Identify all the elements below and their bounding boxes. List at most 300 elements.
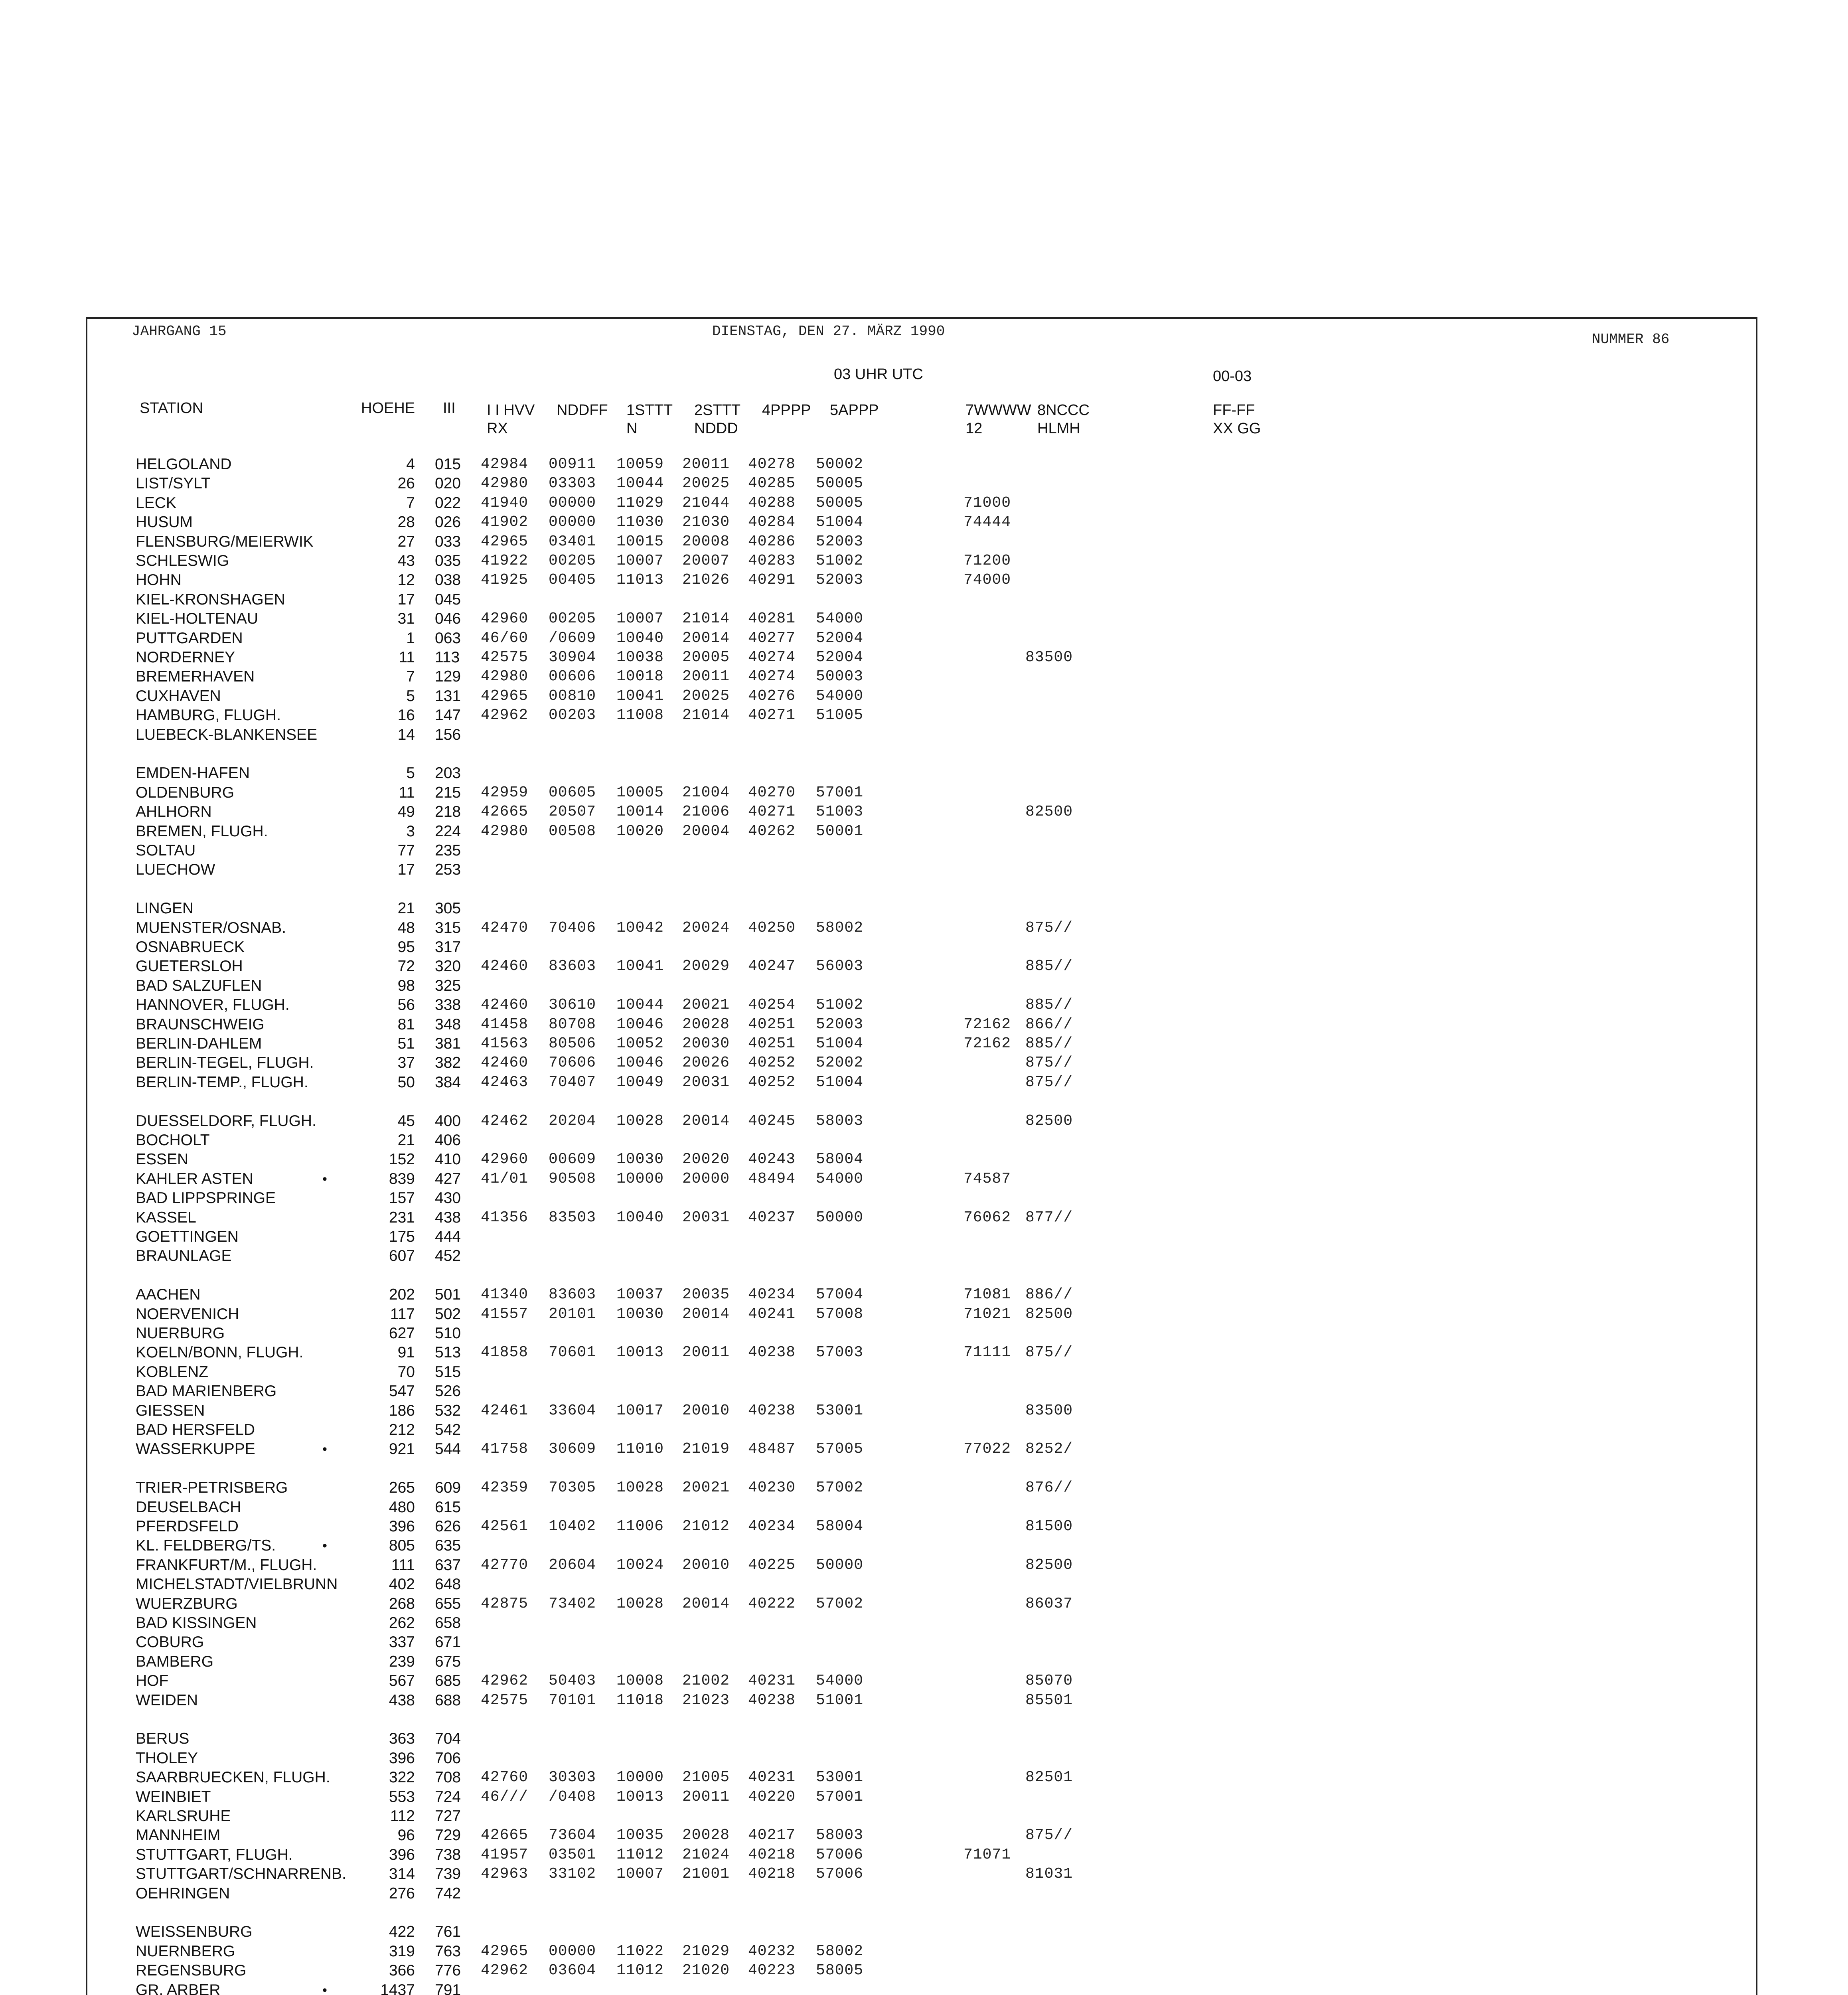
station-number: 156 — [435, 726, 461, 743]
obs-group: 10014 — [616, 803, 664, 820]
station-number: 513 — [435, 1344, 461, 1361]
obs-group: 33102 — [549, 1865, 596, 1882]
obs-group: 58002 — [816, 1943, 864, 1960]
station-height: 3 — [406, 823, 415, 840]
obs-group: 40281 — [748, 610, 796, 627]
obs-group: 10044 — [616, 475, 664, 492]
station-number: 615 — [435, 1499, 461, 1516]
station-height: 72 — [397, 958, 415, 975]
station-name: NUERBURG — [136, 1325, 225, 1342]
obs-group: 51004 — [816, 1035, 864, 1052]
station-height: 239 — [389, 1653, 415, 1670]
obs-group: 10041 — [616, 958, 664, 975]
station-height: 27 — [397, 533, 415, 550]
obs-group: 42760 — [481, 1769, 529, 1786]
obs-group: 10040 — [616, 1209, 664, 1226]
station-number: 430 — [435, 1189, 461, 1207]
station-number: 635 — [435, 1537, 461, 1554]
obs-group: 42984 — [481, 456, 529, 473]
obs-group: 20014 — [682, 630, 730, 647]
obs-group: 40231 — [748, 1769, 796, 1786]
obs-group: 20011 — [682, 1788, 730, 1805]
station-number: 035 — [435, 552, 461, 569]
obs-group: 82500 — [1025, 803, 1073, 820]
obs-group: 10007 — [616, 1865, 664, 1882]
station-number: 315 — [435, 919, 461, 936]
obs-group: 40243 — [748, 1151, 796, 1168]
obs-group: 885// — [1025, 996, 1073, 1013]
station-height: 314 — [389, 1865, 415, 1882]
obs-group: 40234 — [748, 1518, 796, 1535]
obs-group: 57001 — [816, 1788, 864, 1805]
obs-group: 40218 — [748, 1846, 796, 1863]
station-name: BAMBERG — [136, 1653, 214, 1670]
station-number: 015 — [435, 456, 461, 473]
obs-group: 886// — [1025, 1286, 1073, 1303]
station-number: 129 — [435, 668, 461, 685]
station-name: WEISSENBURG — [136, 1923, 253, 1940]
obs-group: 82500 — [1025, 1112, 1073, 1130]
obs-group: 20014 — [682, 1595, 730, 1612]
station-number: 761 — [435, 1923, 461, 1940]
obs-group: 40283 — [748, 552, 796, 569]
obs-group: 20007 — [682, 552, 730, 569]
station-name: EMDEN-HAFEN — [136, 764, 250, 782]
obs-group: 10046 — [616, 1016, 664, 1033]
station-height: 268 — [389, 1595, 415, 1612]
col-header-4pppp: 4PPPP — [762, 402, 811, 419]
obs-group: 20020 — [682, 1151, 730, 1168]
mountain-station-marker: • — [322, 1538, 327, 1553]
obs-group: 82500 — [1025, 1306, 1073, 1323]
station-number: 515 — [435, 1363, 461, 1381]
station-number: 742 — [435, 1885, 461, 1902]
col-header-ffff: FF-FF XX GG — [1213, 402, 1261, 437]
station-number: 544 — [435, 1440, 461, 1458]
obs-group: 00205 — [549, 610, 596, 627]
obs-group: 10049 — [616, 1074, 664, 1091]
station-height: 48 — [397, 919, 415, 936]
station-height: 91 — [397, 1344, 415, 1361]
obs-group: 70406 — [549, 919, 596, 936]
station-name: THOLEY — [136, 1750, 198, 1767]
obs-group: 57002 — [816, 1479, 864, 1496]
station-number: 675 — [435, 1653, 461, 1670]
obs-group: 51002 — [816, 996, 864, 1013]
obs-group: 42960 — [481, 1151, 529, 1168]
station-name: DEUSELBACH — [136, 1499, 241, 1516]
obs-group: 10000 — [616, 1170, 664, 1187]
obs-group: 74587 — [963, 1170, 1011, 1187]
col-header-hoehe: HOEHE — [361, 400, 415, 417]
obs-group: 00000 — [549, 1943, 596, 1960]
obs-group: 40252 — [748, 1054, 796, 1071]
obs-group: 10024 — [616, 1556, 664, 1574]
station-number: 348 — [435, 1016, 461, 1033]
station-number: 542 — [435, 1421, 461, 1438]
obs-group: 70101 — [549, 1692, 596, 1709]
obs-group: 40286 — [748, 533, 796, 550]
obs-group: 10007 — [616, 552, 664, 569]
obs-group: /0609 — [549, 630, 596, 647]
obs-group: 40238 — [748, 1402, 796, 1419]
station-height: 231 — [389, 1209, 415, 1226]
obs-group: 21026 — [682, 571, 730, 589]
obs-group: 00609 — [549, 1151, 596, 1168]
obs-group: 52003 — [816, 1016, 864, 1033]
obs-group: 51003 — [816, 803, 864, 820]
obs-group: 10017 — [616, 1402, 664, 1419]
station-height: 422 — [389, 1923, 415, 1940]
obs-group: 70305 — [549, 1479, 596, 1496]
station-height: 70 — [397, 1363, 415, 1381]
obs-group: 10013 — [616, 1788, 664, 1805]
station-height: 17 — [397, 591, 415, 608]
obs-group: 83503 — [549, 1209, 596, 1226]
station-height: 921 — [389, 1440, 415, 1458]
obs-group: 00810 — [549, 687, 596, 705]
obs-group: 42980 — [481, 475, 529, 492]
obs-group: 57005 — [816, 1440, 864, 1458]
station-name: STUTTGART/SCHNARRENB. — [136, 1865, 346, 1882]
station-number: 655 — [435, 1595, 461, 1612]
station-name: BAD KISSINGEN — [136, 1614, 257, 1632]
obs-group: 42962 — [481, 1962, 529, 1979]
station-height: 212 — [389, 1421, 415, 1438]
station-number: 131 — [435, 687, 461, 705]
station-name: DUESSELDORF, FLUGH. — [136, 1112, 316, 1130]
station-height: 627 — [389, 1325, 415, 1342]
station-name: WUERZBURG — [136, 1595, 238, 1612]
station-height: 12 — [397, 571, 415, 589]
obs-group: 40231 — [748, 1672, 796, 1689]
obs-group: 40274 — [748, 649, 796, 666]
obs-group: 20005 — [682, 649, 730, 666]
obs-group: 20000 — [682, 1170, 730, 1187]
obs-group: 42460 — [481, 996, 529, 1013]
obs-group: 21006 — [682, 803, 730, 820]
obs-group: 41340 — [481, 1286, 529, 1303]
obs-group: 20030 — [682, 1035, 730, 1052]
station-name: GOETTINGEN — [136, 1228, 239, 1245]
station-number: 637 — [435, 1556, 461, 1574]
station-number: 235 — [435, 842, 461, 859]
station-name: KOELN/BONN, FLUGH. — [136, 1344, 304, 1361]
station-name: COBURG — [136, 1634, 204, 1651]
date-label: DIENSTAG, DEN 27. MÄRZ 1990 — [712, 323, 945, 340]
station-name: HANNOVER, FLUGH. — [136, 996, 290, 1013]
obs-group: 20010 — [682, 1402, 730, 1419]
station-number: 510 — [435, 1325, 461, 1342]
obs-group: 20029 — [682, 958, 730, 975]
station-name: FLENSBURG/MEIERWIK — [136, 533, 314, 550]
station-number: 045 — [435, 591, 461, 608]
station-height: 186 — [389, 1402, 415, 1419]
obs-group: 20010 — [682, 1556, 730, 1574]
station-number: 253 — [435, 861, 461, 878]
obs-group: 53001 — [816, 1769, 864, 1786]
station-number: 317 — [435, 938, 461, 956]
station-height: 77 — [397, 842, 415, 859]
obs-group: 74000 — [963, 571, 1011, 589]
obs-group: 56003 — [816, 958, 864, 975]
obs-group: 71000 — [963, 494, 1011, 512]
station-number: 427 — [435, 1170, 461, 1187]
obs-group: 41458 — [481, 1016, 529, 1033]
col-header-5appp: 5APPP — [830, 402, 879, 419]
obs-group: 10018 — [616, 668, 664, 685]
obs-group: 40278 — [748, 456, 796, 473]
obs-group: 11029 — [616, 494, 664, 512]
station-height: 16 — [397, 707, 415, 724]
station-number: 626 — [435, 1518, 461, 1535]
station-height: 157 — [389, 1189, 415, 1207]
obs-group: 21044 — [682, 494, 730, 512]
obs-group: 20031 — [682, 1074, 730, 1091]
report-frame — [86, 317, 1757, 1995]
obs-group: 40288 — [748, 494, 796, 512]
station-height: 50 — [397, 1074, 415, 1091]
station-name: WEIDEN — [136, 1692, 198, 1709]
obs-group: 42561 — [481, 1518, 529, 1535]
obs-group: 52004 — [816, 649, 864, 666]
station-number: 020 — [435, 475, 461, 492]
obs-group: 11022 — [616, 1943, 664, 1960]
obs-group: 83500 — [1025, 1402, 1073, 1419]
station-number: 382 — [435, 1054, 461, 1071]
obs-group: 42875 — [481, 1595, 529, 1612]
station-number: 729 — [435, 1827, 461, 1844]
station-name: WEINBIET — [136, 1788, 211, 1805]
station-height: 11 — [399, 784, 415, 801]
obs-group: 48494 — [748, 1170, 796, 1187]
obs-group: 82500 — [1025, 1556, 1073, 1574]
obs-group: 33604 — [549, 1402, 596, 1419]
obs-group: 10008 — [616, 1672, 664, 1689]
station-number: 218 — [435, 803, 461, 820]
obs-group: 20604 — [549, 1556, 596, 1574]
obs-group: 71071 — [963, 1846, 1011, 1863]
station-height: 5 — [406, 687, 415, 705]
obs-group: 51004 — [816, 1074, 864, 1091]
station-number: 704 — [435, 1730, 461, 1747]
obs-group: 42462 — [481, 1112, 529, 1130]
station-name: LUECHOW — [136, 861, 215, 878]
obs-group: 48487 — [748, 1440, 796, 1458]
obs-group: 10028 — [616, 1479, 664, 1496]
station-number: 400 — [435, 1112, 461, 1130]
station-number: 338 — [435, 996, 461, 1013]
station-height: 98 — [397, 977, 415, 994]
obs-group: 10030 — [616, 1151, 664, 1168]
station-name: BRAUNLAGE — [136, 1247, 232, 1264]
obs-group: 885// — [1025, 958, 1073, 975]
obs-group: 42575 — [481, 1692, 529, 1709]
obs-group: 50000 — [816, 1209, 864, 1226]
station-name: PUTTGARDEN — [136, 630, 243, 647]
col-header-8nccc: 8NCCC HLMH — [1037, 402, 1090, 437]
obs-group: 57001 — [816, 784, 864, 801]
station-name: AACHEN — [136, 1286, 201, 1303]
obs-group: 20021 — [682, 996, 730, 1013]
station-name: WASSERKUPPE — [136, 1440, 255, 1458]
obs-group: 40262 — [748, 823, 796, 840]
col-header-iii: III — [443, 400, 456, 417]
station-height: 202 — [389, 1286, 415, 1303]
obs-group: 10000 — [616, 1769, 664, 1786]
station-height: 276 — [389, 1885, 415, 1902]
obs-group: 51004 — [816, 514, 864, 531]
obs-group: 40237 — [748, 1209, 796, 1226]
station-number: 648 — [435, 1576, 461, 1593]
obs-group: 8252/ — [1025, 1440, 1073, 1458]
station-name: BERLIN-DAHLEM — [136, 1035, 262, 1052]
station-height: 547 — [389, 1383, 415, 1400]
station-name: BAD MARIENBERG — [136, 1383, 277, 1400]
obs-group: 40230 — [748, 1479, 796, 1496]
station-name: LIST/SYLT — [136, 475, 211, 492]
obs-group: 51001 — [816, 1692, 864, 1709]
obs-group: 03604 — [549, 1962, 596, 1979]
obs-group: 40251 — [748, 1035, 796, 1052]
obs-group: 42460 — [481, 958, 529, 975]
obs-group: 57002 — [816, 1595, 864, 1612]
station-number: 438 — [435, 1209, 461, 1226]
obs-group: 85070 — [1025, 1672, 1073, 1689]
station-name: BREMERHAVEN — [136, 668, 255, 685]
obs-group: 50005 — [816, 475, 864, 492]
obs-group: 42665 — [481, 803, 529, 820]
station-name: OLDENBURG — [136, 784, 235, 801]
obs-group: 10028 — [616, 1112, 664, 1130]
obs-group: 20031 — [682, 1209, 730, 1226]
station-number: 739 — [435, 1865, 461, 1882]
obs-group: 20035 — [682, 1286, 730, 1303]
obs-group: 10007 — [616, 610, 664, 627]
station-height: 319 — [389, 1943, 415, 1960]
obs-group: 10038 — [616, 649, 664, 666]
obs-group: 20024 — [682, 919, 730, 936]
station-height: 7 — [406, 668, 415, 685]
station-name: KAHLER ASTEN — [136, 1170, 253, 1187]
obs-group: 40222 — [748, 1595, 796, 1612]
obs-group: 57003 — [816, 1344, 864, 1361]
obs-group: 40218 — [748, 1865, 796, 1882]
obs-group: 42959 — [481, 784, 529, 801]
obs-group: 40271 — [748, 803, 796, 820]
station-height: 14 — [397, 726, 415, 743]
station-name: HELGOLAND — [136, 456, 232, 473]
obs-group: 11013 — [616, 571, 664, 589]
station-number: 224 — [435, 823, 461, 840]
obs-group: 10044 — [616, 996, 664, 1013]
station-height: 366 — [389, 1962, 415, 1979]
station-height: 265 — [389, 1479, 415, 1496]
obs-group: 20014 — [682, 1112, 730, 1130]
station-height: 112 — [390, 1807, 415, 1825]
obs-group: 42470 — [481, 919, 529, 936]
station-number: 609 — [435, 1479, 461, 1496]
obs-group: 42665 — [481, 1827, 529, 1844]
obs-group: 00508 — [549, 823, 596, 840]
obs-group: 42965 — [481, 1943, 529, 1960]
station-number: 724 — [435, 1788, 461, 1805]
obs-group: 21024 — [682, 1846, 730, 1863]
obs-group: 10042 — [616, 919, 664, 936]
obs-group: 866// — [1025, 1016, 1073, 1033]
obs-group: 42980 — [481, 823, 529, 840]
obs-group: 50000 — [816, 1556, 864, 1574]
station-height: 21 — [397, 1132, 415, 1149]
obs-group: 11018 — [616, 1692, 664, 1709]
time-range-label: 00-03 — [1213, 368, 1252, 385]
obs-group: 20025 — [682, 687, 730, 705]
obs-group: 58003 — [816, 1827, 864, 1844]
obs-group: 52004 — [816, 630, 864, 647]
obs-group: 40251 — [748, 1016, 796, 1033]
station-name: PFERDSFELD — [136, 1518, 239, 1535]
obs-group: 20008 — [682, 533, 730, 550]
obs-group: 42965 — [481, 533, 529, 550]
station-number: 502 — [435, 1306, 461, 1323]
issue-number: NUMMER 86 — [1592, 331, 1670, 348]
obs-group: 40232 — [748, 1943, 796, 1960]
obs-group: 03401 — [549, 533, 596, 550]
obs-group: 10041 — [616, 687, 664, 705]
obs-group: 40234 — [748, 1286, 796, 1303]
station-name: LINGEN — [136, 900, 194, 917]
obs-group: 21029 — [682, 1943, 730, 1960]
station-height: 56 — [397, 996, 415, 1013]
station-height: 480 — [389, 1499, 415, 1516]
obs-group: 40225 — [748, 1556, 796, 1574]
obs-group: 20011 — [682, 456, 730, 473]
obs-group: 42980 — [481, 668, 529, 685]
obs-group: 40276 — [748, 687, 796, 705]
obs-group: 50403 — [549, 1672, 596, 1689]
obs-group: 40271 — [748, 707, 796, 724]
station-number: 113 — [435, 649, 460, 666]
obs-group: 10052 — [616, 1035, 664, 1052]
obs-group: 50005 — [816, 494, 864, 512]
obs-group: 20011 — [682, 668, 730, 685]
obs-group: 10028 — [616, 1595, 664, 1612]
obs-group: 10059 — [616, 456, 664, 473]
station-height: 152 — [389, 1151, 415, 1168]
obs-group: 86037 — [1025, 1595, 1073, 1612]
obs-group: 41563 — [481, 1035, 529, 1052]
obs-group: 40291 — [748, 571, 796, 589]
station-height: 11 — [399, 649, 415, 666]
obs-group: 40247 — [748, 958, 796, 975]
obs-group: 40223 — [748, 1962, 796, 1979]
obs-group: 80506 — [549, 1035, 596, 1052]
obs-group: 58004 — [816, 1151, 864, 1168]
station-height: 5 — [406, 764, 415, 782]
station-name: AHLHORN — [136, 803, 212, 820]
station-name: KIEL-KRONSHAGEN — [136, 591, 285, 608]
station-height: 363 — [389, 1730, 415, 1747]
col-header-7wwww: 7WWWW 12 — [965, 402, 1031, 437]
obs-group: 42463 — [481, 1074, 529, 1091]
station-name: KL. FELDBERG/TS. — [136, 1537, 276, 1554]
obs-group: 875// — [1025, 1344, 1073, 1361]
station-name: BAD SALZUFLEN — [136, 977, 262, 994]
station-height: 31 — [397, 610, 415, 627]
station-height: 111 — [391, 1556, 415, 1574]
obs-group: 51005 — [816, 707, 864, 724]
station-height: 402 — [389, 1576, 415, 1593]
